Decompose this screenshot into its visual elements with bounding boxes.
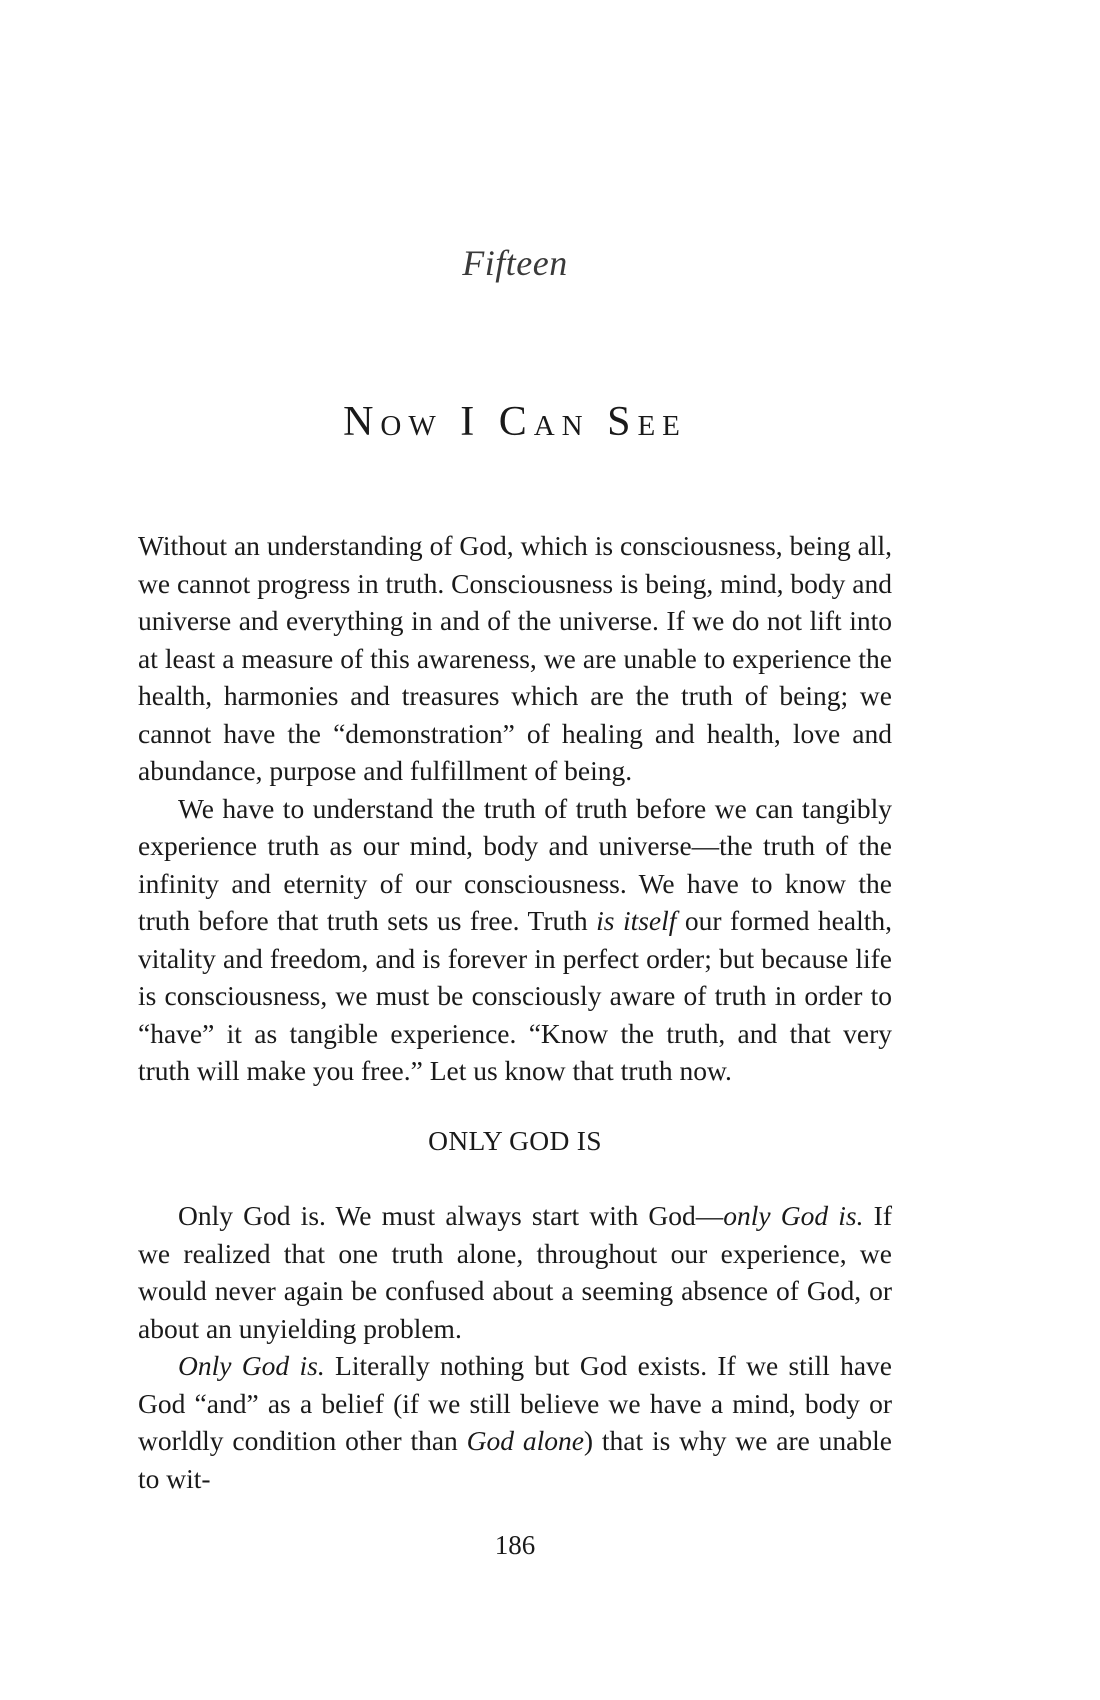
paragraph [138,527,892,790]
text-run: Only God is. We must always start with God— [178,1200,724,1231]
body-text-section-2 [138,1197,892,1497]
text-run: our formed health, vitality and freedom, and is forever in perfect order; but because life is consciousness, we must be consciously aware of truth in order to “have” it as tangible experience. “Know the truth, and that very truth will make you free.” Let us know that truth now. [138,905,892,1086]
italic-text-run: only God is. [723,1200,864,1231]
chapter-number: Fifteen [462,243,568,283]
italic-text-run: Only God is. [178,1350,325,1381]
page-number: 186 [494,1530,536,1560]
body-text-section-1 [138,527,892,1090]
text-run: ) that is why we are unable to wit- [138,1425,892,1494]
paragraph [138,1197,892,1347]
chapter-title: Now I Can See [343,399,687,445]
text-run: Without an understanding of God, which is consciousness, being all, we cannot progress in truth. Consciousness is being, mind, body and universe and everything in and of the universe. If we do not lift into at least a measure of this awareness, we are unable to experience the health, harmonies and treasures which are the truth of being; we cannot have the “demonstration” of healing and health, love and abundance, purpose and fulfillment of being. [138,530,892,786]
italic-text-run: God alone [466,1425,584,1456]
text-run: We have to understand the truth of truth before we can tangibly experience truth as our mind, body and universe—the truth of the infinity and eternity of our consciousness. We have to know the truth before that truth sets us free. Truth [138,792,892,936]
text-run: If we realized that one truth alone, throughout our experience, we would never again be confused about a seeming absence of God, or about an unyielding problem. [138,1200,892,1344]
paragraph [138,1347,892,1497]
paragraph [138,790,892,1090]
italic-text-run: is itself [596,905,677,936]
section-heading: ONLY GOD IS [428,1125,602,1156]
text-run: Literally nothing but God exists. If we still have God “and” as a belief (if we still believe we have a mind, body or worldly condition other than [138,1350,892,1456]
